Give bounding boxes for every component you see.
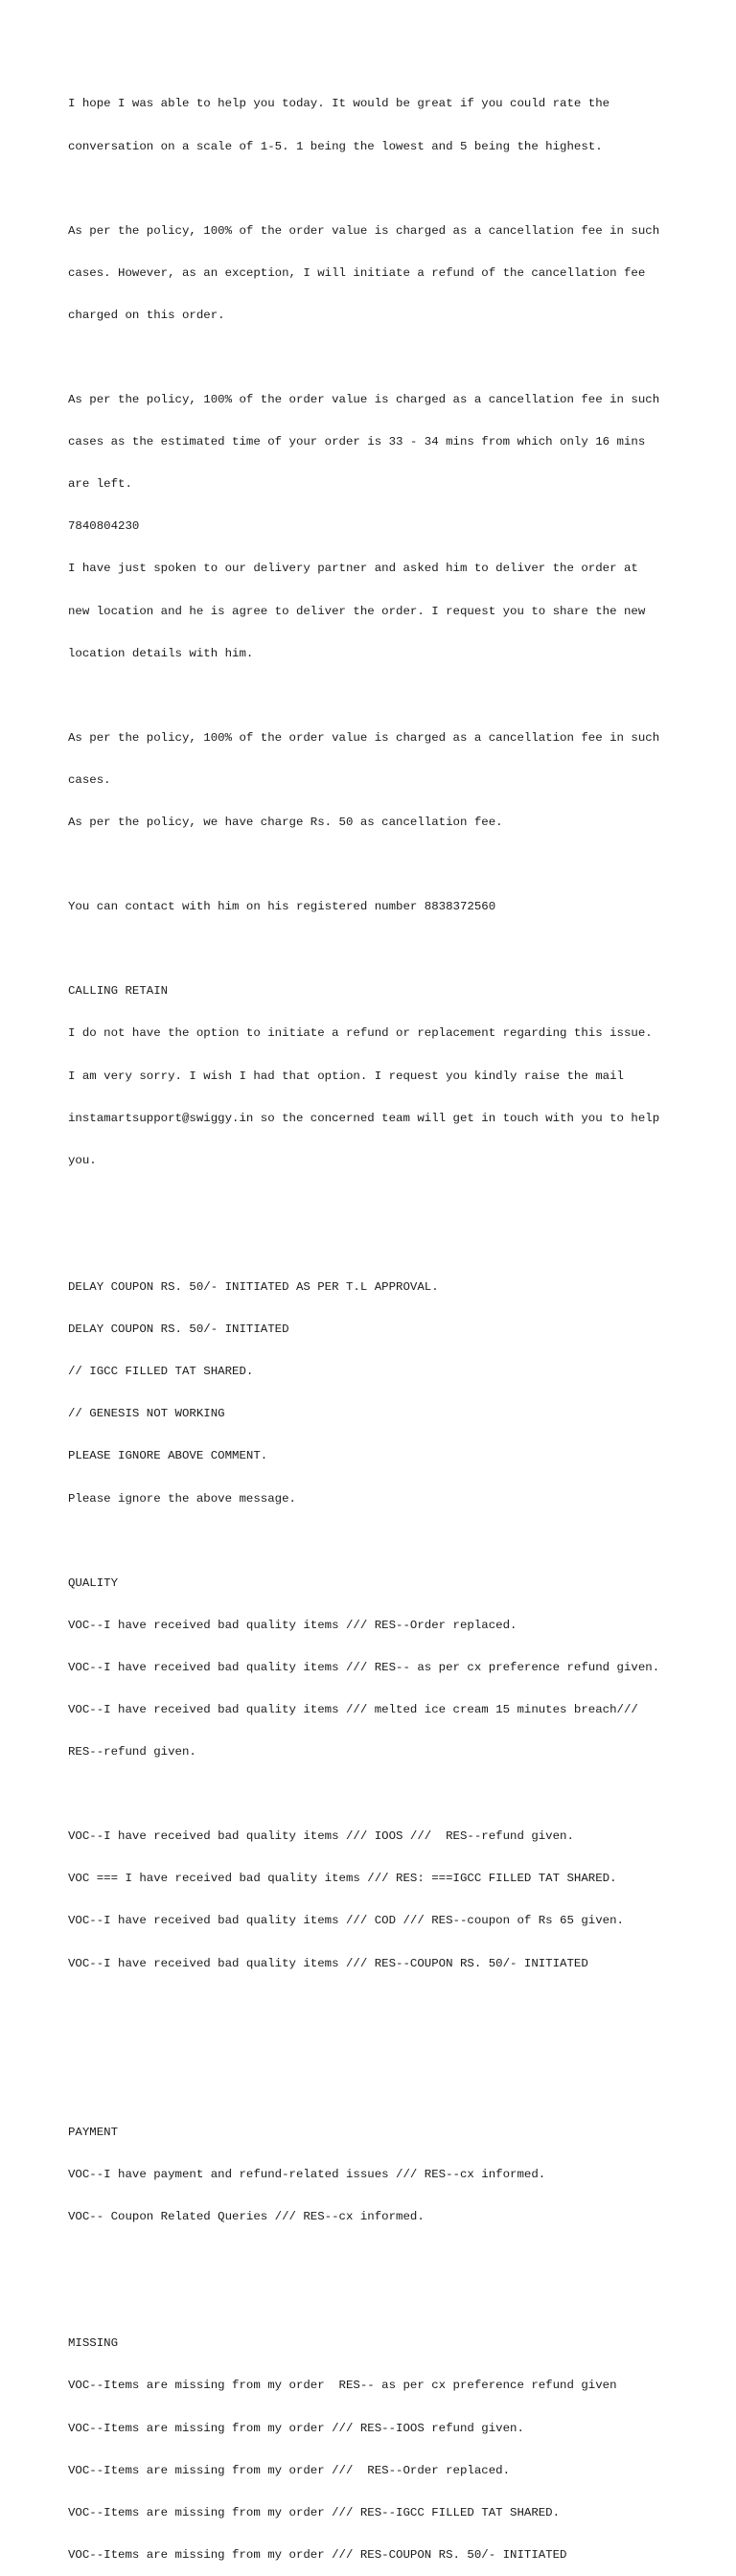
text-line: are left. [68, 477, 132, 492]
text-line: cases as the estimated time of your order is 33 - 34 mins from which only 16 mins [68, 435, 646, 449]
blank-line [68, 858, 681, 872]
text-line: VOC--Items are missing from my order /// RES-COUPON RS. 50/- INITIATED [68, 2547, 567, 2562]
text-line: VOC === I have received bad quality items /// RES: ===IGCC FILLED TAT SHARED. [68, 1872, 617, 1886]
text-line: VOC--Items are missing from my order /// RES--IGCC FILLED TAT SHARED. [68, 2505, 561, 2519]
text-line: location details with him. [68, 646, 254, 660]
text-line: VOC--I have received bad quality items /// RES--Order replaced. [68, 1618, 518, 1632]
text-line: As per the policy, we have charge Rs. 50 as cancellation fee. [68, 816, 503, 829]
text-line: As per the policy, 100% of the order value is charged as a cancellation fee in such [68, 223, 660, 238]
section-heading-quality: QUALITY [68, 1576, 119, 1590]
document-page [68, 69, 681, 2576]
text-line: As per the policy, 100% of the order value is charged as a cancellation fee in such [68, 393, 660, 407]
text-line: DELAY COUPON RS. 50/- INITIATED AS PER T.L APPROVAL. [68, 1280, 439, 1295]
text-line: charged on this order. [68, 308, 225, 322]
blank-line [68, 689, 681, 703]
text-line: VOC--I have payment and refund-related issues /// RES--cx informed. [68, 2168, 546, 2181]
section-heading-calling-retain: CALLING RETAIN [68, 984, 169, 999]
phone-number-line: 7840804230 [68, 519, 140, 534]
blank-line [68, 1999, 681, 2013]
text-line: I do not have the option to initiate a refund or replacement regarding this issue. [68, 1026, 653, 1041]
text-line: I have just spoken to our delivery partner and asked him to deliver the order at [68, 562, 638, 576]
text-line: instamartsupport@swiggy.in so the concerned team will get in touch with you to help [68, 1111, 660, 1125]
text-line: VOC--Items are missing from my order /// RES--Order replaced. [68, 2463, 511, 2477]
blank-line [68, 182, 681, 196]
text-line: VOC--I have received bad quality items /// RES--COUPON RS. 50/- INITIATED [68, 1956, 588, 1970]
blank-line [68, 1534, 681, 1549]
text-line: // IGCC FILLED TAT SHARED. [68, 1365, 254, 1379]
text-line: VOC--Items are missing from my order RES-- as per cx preference refund given [68, 2379, 617, 2393]
blank-line [68, 2294, 681, 2309]
text-line: cases. [68, 772, 111, 787]
blank-line [68, 2252, 681, 2266]
blank-line [68, 2041, 681, 2056]
text-line: conversation on a scale of 1-5. 1 being the lowest and 5 being the highest. [68, 139, 603, 153]
blank-line [68, 351, 681, 365]
text-line: VOC--I have received bad quality items /// COD /// RES--coupon of Rs 65 given. [68, 1914, 624, 1928]
text-line: RES--refund given. [68, 1745, 196, 1760]
text-line: I hope I was able to help you today. It would be great if you could rate the [68, 97, 610, 111]
text-line: VOC--I have received bad quality items /// melted ice cream 15 minutes breach/// [68, 1702, 638, 1716]
text-line: As per the policy, 100% of the order value is charged as a cancellation fee in such [68, 730, 660, 745]
text-line: I am very sorry. I wish I had that option. I request you kindly raise the mail [68, 1069, 624, 1083]
section-heading-missing: MISSING [68, 2336, 119, 2351]
text-line: Please ignore the above message. [68, 1491, 296, 1506]
text-line: VOC--Items are missing from my order /// RES--IOOS refund given. [68, 2421, 524, 2435]
text-line: new location and he is agree to deliver the order. I request you to share the new [68, 604, 646, 618]
blank-line [68, 2083, 681, 2098]
section-heading-payment: PAYMENT [68, 2125, 119, 2139]
text-line: DELAY COUPON RS. 50/- INITIATED [68, 1322, 289, 1337]
text-line: you. [68, 1153, 97, 1167]
text-line: You can contact with him on his registered number 8838372560 [68, 900, 496, 914]
text-line: PLEASE IGNORE ABOVE COMMENT. [68, 1449, 268, 1463]
text-line: VOC-- Coupon Related Queries /// RES--cx informed. [68, 2210, 425, 2224]
text-line: VOC--I have received bad quality items /// IOOS /// RES--refund given. [68, 1829, 574, 1844]
blank-line [68, 942, 681, 956]
blank-line [68, 1787, 681, 1802]
blank-line [68, 1238, 681, 1253]
text-line: cases. However, as an exception, I will initiate a refund of the cancellation fee [68, 265, 646, 280]
text-line: VOC--I have received bad quality items /// RES-- as per cx preference refund given. [68, 1660, 660, 1674]
blank-line [68, 1196, 681, 1210]
text-line: // GENESIS NOT WORKING [68, 1407, 225, 1421]
